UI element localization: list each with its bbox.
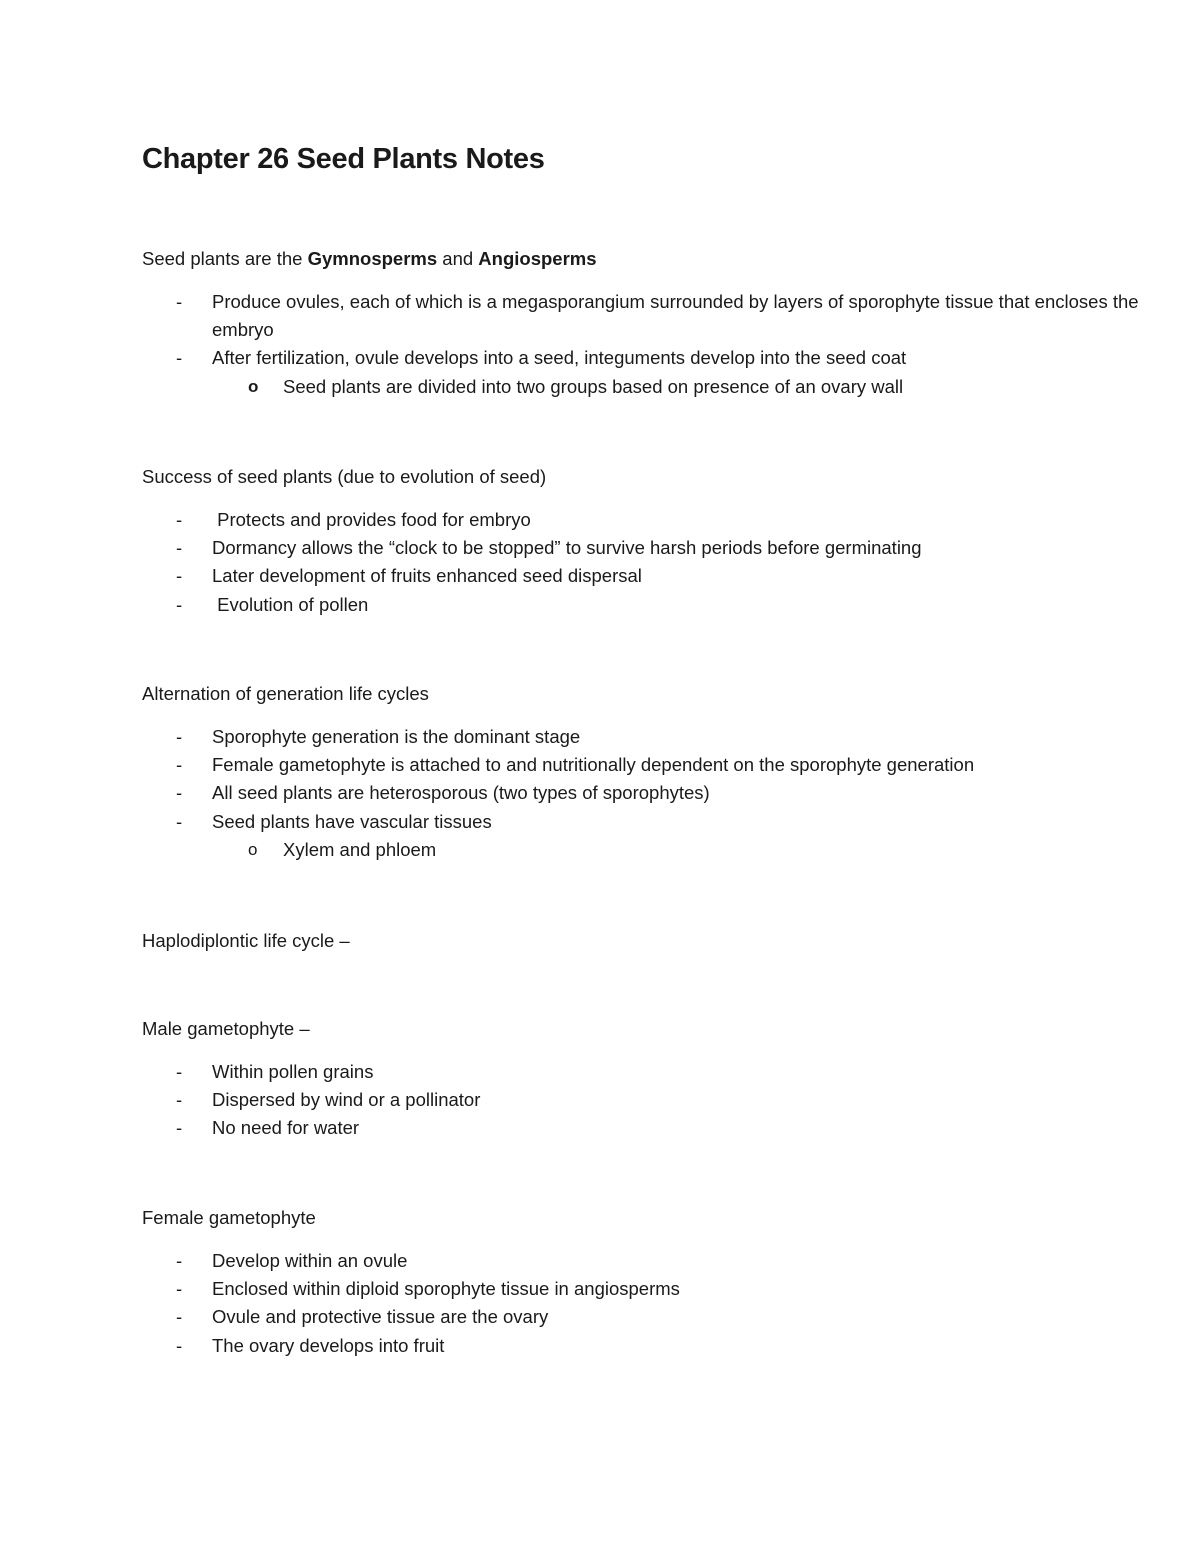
bullet-list [142,1247,1142,1360]
list-item [142,1275,1142,1303]
sub-list-item-text: Xylem and phloem [283,838,437,860]
list-item [142,1086,1142,1114]
list-item-text: Protects and provides food for embryo [212,509,531,530]
section-heading: Alternation of generation life cycles [142,683,429,704]
heading-term-angiosperms: Angiosperms [478,248,597,269]
section-seed-plants [142,245,1142,401]
section-male-gametophyte [142,1015,1142,1143]
list-item [142,808,1142,864]
circle-bullet-marker: o [248,376,259,396]
heading-term-gymnosperms: Gymnosperms [307,248,438,269]
section-heading: Male gametophyte – [142,1018,310,1039]
dash-marker: - [176,1061,183,1082]
section-alternation-of-generation [142,680,1142,864]
list-item-text: Seed plants have vascular tissues [212,810,492,832]
list-item [142,591,1142,619]
list-item-text: Ovule and protective tissue are the ovary [212,1306,549,1328]
sub-list-item-text: Seed plants are divided into two groups based on presence of an ovary wall [283,375,904,397]
heading-prefix: Seed plants are the [142,248,308,269]
dash-marker: - [176,593,183,615]
list-item-text: All seed plants are heterosporous (two types of sporophytes) [212,782,710,804]
list-item-text: Evolution of pollen [212,593,369,615]
sub-bullet-list [212,373,1142,401]
dash-marker: - [176,1250,183,1271]
dash-marker: - [176,1278,183,1300]
list-item [142,1303,1142,1331]
list-item [142,1247,1142,1275]
sub-bullet-list [212,836,1142,864]
bullet-list [142,506,1142,619]
dash-marker: - [176,810,183,832]
list-item-text: Develop within an ovule [212,1250,408,1271]
dash-marker: - [176,726,183,747]
dash-marker: - [176,1306,183,1328]
list-item [142,344,1142,400]
section-haplodiplontic [142,927,1142,970]
section-female-gametophyte [142,1204,1142,1360]
list-item [142,534,1142,562]
list-item [142,1058,1142,1086]
circle-bullet-marker: o [248,839,258,859]
list-item-text: Sporophyte generation is the dominant stage [212,726,581,747]
list-item [142,723,1142,751]
bullet-list [142,723,1142,864]
list-item-text: Later development of fruits enhanced seed dispersal [212,565,642,587]
list-item-text: Dispersed by wind or a pollinator [212,1089,481,1111]
section-heading: Haplodiplontic life cycle – [142,930,350,951]
list-item [142,562,1142,590]
sub-list-item [142,373,1142,401]
section-success-of-seed-plants [142,463,1142,619]
list-item-text: No need for water [212,1117,360,1139]
dash-marker: - [176,1089,183,1111]
bullet-list [142,288,1142,401]
sub-list-item [142,836,1142,864]
section-heading: Female gametophyte [142,1207,316,1228]
list-item [142,288,1142,344]
list-item [142,1332,1142,1360]
dash-marker: - [176,565,183,587]
dash-marker: - [176,754,183,776]
page-title: Chapter 26 Seed Plants Notes [142,143,545,175]
dash-marker: - [176,782,183,804]
list-item [142,1114,1142,1142]
dash-marker: - [176,1334,183,1356]
heading-middle: and [437,248,479,269]
section-heading [142,245,1142,273]
dash-marker: - [176,537,183,559]
dash-marker: - [176,347,183,369]
dash-marker: - [176,291,183,312]
list-item [142,506,1142,534]
dash-marker: - [176,1117,183,1139]
list-item-text: After fertilization, ovule develops into a seed, integuments develop into the seed coat [212,347,907,369]
dash-marker: - [176,509,183,530]
bullet-list [142,1058,1142,1143]
list-item [142,779,1142,807]
list-item-text: Enclosed within diploid sporophyte tissue in angiosperms [212,1278,680,1300]
list-item-text: Female gametophyte is attached to and nutritionally dependent on the sporophyte generation [212,754,975,776]
list-item-text: Produce ovules, each of which is a megasporangium surrounded by layers of sporophyte tissue that encloses the embryo [212,291,1139,341]
list-item-text: Dormancy allows the “clock to be stopped” to survive harsh periods before germinating [212,537,922,559]
list-item [142,751,1142,779]
list-item-text: Within pollen grains [212,1061,374,1082]
section-heading: Success of seed plants (due to evolution of seed) [142,466,547,487]
list-item-text: The ovary develops into fruit [212,1334,445,1356]
